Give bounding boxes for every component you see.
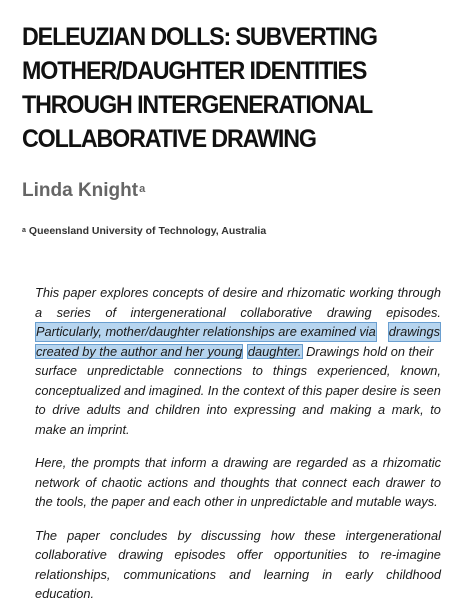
abstract-word: a xyxy=(378,402,386,417)
abstract-word: are xyxy=(273,455,292,470)
abstract-word: to xyxy=(252,363,263,378)
abstract-word: intergenerational xyxy=(130,304,226,320)
abstract-line xyxy=(35,303,441,323)
abstract-line xyxy=(35,381,441,401)
abstract-word: making xyxy=(330,402,372,417)
abstract-word: as xyxy=(352,455,366,470)
title-line: THROUGH INTERGENERATIONAL xyxy=(22,91,373,119)
abstract-line: the tools, the paper and each other in unpredictable and mutable ways. xyxy=(35,494,438,509)
paragraph-gap xyxy=(35,512,441,526)
text-highlight[interactable]: created by the author and her young xyxy=(36,343,243,359)
abstract-word: in xyxy=(322,566,333,582)
abstract-word: the xyxy=(221,382,240,398)
abstract-word: regarded xyxy=(296,455,348,470)
abstract-word: to xyxy=(358,547,370,562)
abstract-word: concludes xyxy=(109,527,168,543)
abstract-word: discussing xyxy=(201,527,261,543)
abstract-line xyxy=(35,545,441,565)
abstract-word: children xyxy=(155,402,201,417)
abstract-word: desire xyxy=(361,382,397,398)
abstract-word: desire xyxy=(222,285,258,300)
abstract-word: by xyxy=(177,527,191,543)
abstract-word: paper xyxy=(67,527,100,543)
abstract-word: and xyxy=(302,402,324,417)
abstract-word: of xyxy=(288,382,299,398)
abstract-word: In xyxy=(207,382,219,398)
abstract-word: is xyxy=(400,382,410,398)
abstract-word: a xyxy=(35,304,43,320)
abstract-word: offer xyxy=(236,547,263,562)
abstract-word: imagined. xyxy=(148,382,205,398)
abstract-word: rhizomatic xyxy=(382,455,441,470)
abstract-line xyxy=(35,400,441,420)
abstract-word: relationships, xyxy=(35,566,111,582)
abstract-word: drawer xyxy=(385,474,425,490)
abstract-word: prompts xyxy=(93,455,140,470)
abstract-word: of xyxy=(85,474,97,490)
abstract-line xyxy=(35,283,441,303)
title-line: DELEUZIAN DOLLS: SUBVERTING xyxy=(22,23,377,51)
abstract-word: The xyxy=(35,527,58,543)
author-affiliation-marker: a xyxy=(139,183,146,195)
abstract-word: re-imagine xyxy=(380,547,441,562)
abstract-word: how xyxy=(270,527,295,543)
abstract-word: early xyxy=(345,566,374,582)
abstract-word: communications xyxy=(123,566,216,582)
abstract-word: paper xyxy=(63,285,96,300)
abstract-text: Drawings hold on their xyxy=(306,343,434,359)
affiliation xyxy=(22,224,266,238)
abstract-word: to xyxy=(430,402,441,417)
abstract-word: rhizomatic xyxy=(286,285,346,300)
abstract-word: chaotic xyxy=(101,474,143,490)
abstract-word: a xyxy=(211,455,219,470)
title-line: COLLABORATIVE DRAWING xyxy=(22,125,316,153)
abstract-line xyxy=(35,526,441,546)
abstract-word: collaborative xyxy=(35,547,107,562)
abstract-line-highlighted xyxy=(35,342,441,362)
abstract-word: that xyxy=(275,474,297,490)
abstract-word: a xyxy=(370,455,378,470)
abstract-word: known, xyxy=(400,363,441,378)
paper-title xyxy=(22,20,422,156)
abstract-word: to xyxy=(430,474,441,490)
abstract-word: intergenerational xyxy=(345,527,441,543)
abstract-word: these xyxy=(304,527,336,543)
abstract-word: paper xyxy=(325,382,359,398)
abstract-line: education. xyxy=(35,586,95,601)
abstract-word: series xyxy=(56,304,91,320)
paragraph-gap xyxy=(35,439,441,453)
abstract-word: connections xyxy=(173,363,243,378)
abstract-word: actions xyxy=(147,474,189,490)
abstract-word: of xyxy=(105,304,117,320)
abstract-word: This xyxy=(35,285,60,300)
abstract-word: and xyxy=(123,382,146,398)
text-highlight[interactable]: drawings xyxy=(388,322,441,342)
abstract-word: explores xyxy=(100,285,149,300)
author-name-text: Linda Knight xyxy=(22,180,139,201)
abstract-word: inform xyxy=(171,455,207,470)
affiliation-marker: a xyxy=(22,227,26,234)
abstract-word: episodes xyxy=(174,547,226,562)
abstract-word: through xyxy=(397,285,441,300)
abstract-word: opportunities xyxy=(273,547,348,562)
title-line: MOTHER/DAUGHTER IDENTITIES xyxy=(22,57,367,85)
abstract-word: adults xyxy=(86,402,121,417)
abstract-word: this xyxy=(302,382,323,398)
abstract-word: working xyxy=(349,285,394,300)
abstract-word: surface xyxy=(35,363,77,378)
abstract-word: each xyxy=(352,474,381,490)
abstract-word: conceptualized xyxy=(35,382,121,398)
abstract-word: unpredictable xyxy=(87,363,164,378)
abstract-word: drawing xyxy=(118,547,164,562)
abstract-word: to xyxy=(35,402,46,417)
abstract-word: mark, xyxy=(391,402,424,417)
abstract-word: drawing xyxy=(223,455,269,470)
abstract-word: that xyxy=(144,455,167,470)
abstract-word: learning xyxy=(263,566,310,582)
abstract-word: collaborative xyxy=(240,304,313,320)
abstract-word: context xyxy=(243,382,285,398)
abstract-word: of xyxy=(207,285,219,300)
abstract-word: childhood xyxy=(386,566,441,582)
abstract-word: and xyxy=(127,402,149,417)
abstract-word: experienced, xyxy=(317,363,391,378)
abstract-line xyxy=(35,565,441,585)
abstract-word: connect xyxy=(302,474,347,490)
text-highlight[interactable]: Particularly, mother/daughter relationships are examined via xyxy=(35,322,377,342)
abstract-word: the xyxy=(71,455,89,470)
abstract-word: and xyxy=(229,566,251,582)
abstract-word: and xyxy=(193,474,216,490)
abstract-line-highlighted xyxy=(35,322,441,342)
author-name xyxy=(22,179,145,203)
text-highlight[interactable]: daughter. xyxy=(247,343,302,359)
abstract-word: seen xyxy=(413,382,441,398)
abstract-word: thoughts xyxy=(220,474,270,490)
abstract-line xyxy=(35,361,441,381)
abstract-word: things xyxy=(272,363,308,378)
abstract-line: make an imprint. xyxy=(35,421,130,437)
abstract-word: concepts xyxy=(152,285,204,300)
abstract-word: episodes. xyxy=(386,304,441,320)
abstract-word: drawing xyxy=(326,304,372,320)
abstract-word: network xyxy=(35,474,80,490)
abstract xyxy=(35,283,441,604)
abstract-word: Here, xyxy=(35,455,67,470)
affiliation-text: Queensland University of Technology, Australia xyxy=(28,225,267,237)
abstract-line xyxy=(35,453,441,473)
abstract-word: into xyxy=(206,402,228,417)
abstract-line xyxy=(35,473,441,493)
abstract-word: expressing xyxy=(233,402,296,417)
abstract-word: and xyxy=(261,285,283,300)
abstract-word: drive xyxy=(52,402,80,417)
